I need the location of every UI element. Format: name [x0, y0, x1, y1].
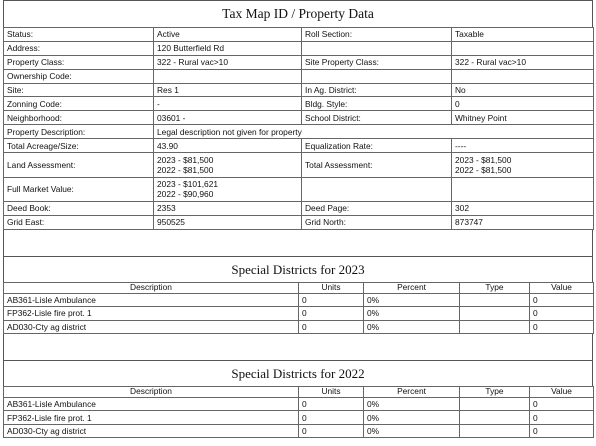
table-cell: 0 — [530, 424, 594, 437]
column-header: Description — [4, 282, 299, 293]
column-header: Units — [299, 282, 364, 293]
table-cell — [460, 397, 530, 410]
table-cell: 0 — [299, 307, 364, 320]
section-spacer — [3, 230, 593, 256]
total-assessment-2023: 2023 - $81,500 — [455, 154, 512, 165]
field-label: Grid North: — [302, 215, 452, 229]
field-label: Address: — [4, 41, 154, 55]
table-cell — [460, 411, 530, 424]
table-cell: 0 — [530, 293, 594, 306]
land-assessment-2023: 2023 - $81,500 — [157, 154, 214, 165]
table-row — [4, 397, 594, 410]
field-value — [452, 41, 594, 55]
field-label — [302, 69, 452, 83]
table-cell — [460, 424, 530, 437]
field-value: Active — [154, 28, 302, 42]
field-label: Property Class: — [4, 55, 154, 69]
field-label: Equalization Rate: — [302, 139, 452, 153]
table-cell: 0 — [530, 307, 594, 320]
page-title: Tax Map ID / Property Data — [3, 0, 593, 27]
column-header: Type — [460, 386, 530, 397]
table-cell: 0 — [530, 397, 594, 410]
property-data-table — [3, 27, 594, 230]
field-value: 0 — [452, 97, 594, 111]
field-value: 322 - Rural vac>10 — [154, 55, 302, 69]
column-header: Value — [530, 386, 594, 397]
market-value-2022: 2022 - $90,960 — [157, 189, 214, 200]
field-value — [154, 69, 302, 83]
field-value: ---- — [452, 139, 594, 153]
table-row — [4, 55, 594, 69]
field-label: Grid East: — [4, 215, 154, 229]
table-cell: 0 — [299, 411, 364, 424]
special-districts-2023-title: Special Districts for 2023 — [3, 256, 593, 282]
column-header: Percent — [364, 282, 460, 293]
table-cell — [460, 307, 530, 320]
field-label: Deed Book: — [4, 202, 154, 216]
field-value: Res 1 — [154, 83, 302, 97]
table-cell: FP362-Lisle fire prot. 1 — [4, 307, 299, 320]
field-value: Legal description not given for property — [154, 125, 594, 139]
table-cell: 0% — [364, 424, 460, 437]
field-label: Deed Page: — [302, 202, 452, 216]
field-label — [302, 41, 452, 55]
table-row — [4, 202, 594, 216]
field-label: Site Property Class: — [302, 55, 452, 69]
table-row — [4, 41, 594, 55]
special-districts-2023-table — [3, 282, 594, 334]
table-row — [4, 293, 594, 306]
table-row — [4, 83, 594, 97]
field-value: Taxable — [452, 28, 594, 42]
table-cell: 0% — [364, 397, 460, 410]
field-label: In Ag. District: — [302, 83, 452, 97]
field-label: Site: — [4, 83, 154, 97]
field-value: 120 Butterfield Rd — [154, 41, 302, 55]
table-row — [4, 307, 594, 320]
table-cell — [460, 320, 530, 333]
field-value — [452, 69, 594, 83]
field-value: 2353 — [154, 202, 302, 216]
section-spacer — [3, 334, 593, 360]
market-value-2023: 2023 - $101,621 — [157, 179, 219, 190]
field-label: Total Assessment: — [302, 153, 452, 178]
table-row — [4, 69, 594, 83]
table-row — [4, 111, 594, 125]
field-value: 950525 — [154, 215, 302, 229]
column-header: Units — [299, 386, 364, 397]
table-cell: 0% — [364, 320, 460, 333]
field-label: Status: — [4, 28, 154, 42]
field-value — [154, 177, 302, 202]
field-label: Zonning Code: — [4, 97, 154, 111]
field-value: 302 — [452, 202, 594, 216]
land-assessment-2022: 2022 - $81,500 — [157, 164, 214, 175]
table-header-row — [4, 386, 594, 397]
field-label: School District: — [302, 111, 452, 125]
field-label: Ownership Code: — [4, 69, 154, 83]
table-cell: 0 — [530, 411, 594, 424]
table-row — [4, 139, 594, 153]
field-label: Neighborhood: — [4, 111, 154, 125]
field-value: 03601 - — [154, 111, 302, 125]
property-data-page — [3, 0, 593, 446]
field-label: Land Assessment: — [4, 153, 154, 178]
field-label: Full Market Value: — [4, 177, 154, 202]
table-cell — [460, 293, 530, 306]
table-row — [4, 153, 594, 178]
special-districts-2022-title: Special Districts for 2022 — [3, 360, 593, 386]
table-cell: AD030-Cty ag district — [4, 320, 299, 333]
table-cell: AB361-Lisle Ambulance — [4, 293, 299, 306]
table-header-row — [4, 282, 594, 293]
table-row — [4, 125, 594, 139]
table-row — [4, 97, 594, 111]
column-header: Type — [460, 282, 530, 293]
table-row — [4, 411, 594, 424]
field-label: Total Acreage/Size: — [4, 139, 154, 153]
field-value: 43.90 — [154, 139, 302, 153]
field-value — [154, 153, 302, 178]
total-assessment-2022: 2022 - $81,500 — [455, 164, 512, 175]
special-districts-2022-table — [3, 386, 594, 438]
column-header: Value — [530, 282, 594, 293]
field-value — [452, 177, 594, 202]
table-cell: 0% — [364, 293, 460, 306]
column-header: Description — [4, 386, 299, 397]
table-cell: 0% — [364, 411, 460, 424]
field-label: Bldg. Style: — [302, 97, 452, 111]
field-value: 873747 — [452, 215, 594, 229]
table-cell: 0 — [299, 320, 364, 333]
field-label — [302, 177, 452, 202]
table-cell: AB361-Lisle Ambulance — [4, 397, 299, 410]
table-row — [4, 320, 594, 333]
table-cell: 0 — [299, 424, 364, 437]
field-value: - — [154, 97, 302, 111]
field-label: Roll Section: — [302, 28, 452, 42]
field-value: 322 - Rural vac>10 — [452, 55, 594, 69]
table-cell: 0 — [530, 320, 594, 333]
column-header: Percent — [364, 386, 460, 397]
table-cell: FP362-Lisle fire prot. 1 — [4, 411, 299, 424]
table-cell: AD030-Cty ag district — [4, 424, 299, 437]
field-value: Whitney Point — [452, 111, 594, 125]
field-value — [452, 153, 594, 178]
table-row — [4, 215, 594, 229]
field-label: Property Description: — [4, 125, 154, 139]
table-row — [4, 28, 594, 42]
table-row — [4, 424, 594, 437]
field-value: No — [452, 83, 594, 97]
table-row — [4, 177, 594, 202]
table-cell: 0 — [299, 293, 364, 306]
table-cell: 0% — [364, 307, 460, 320]
table-cell: 0 — [299, 397, 364, 410]
